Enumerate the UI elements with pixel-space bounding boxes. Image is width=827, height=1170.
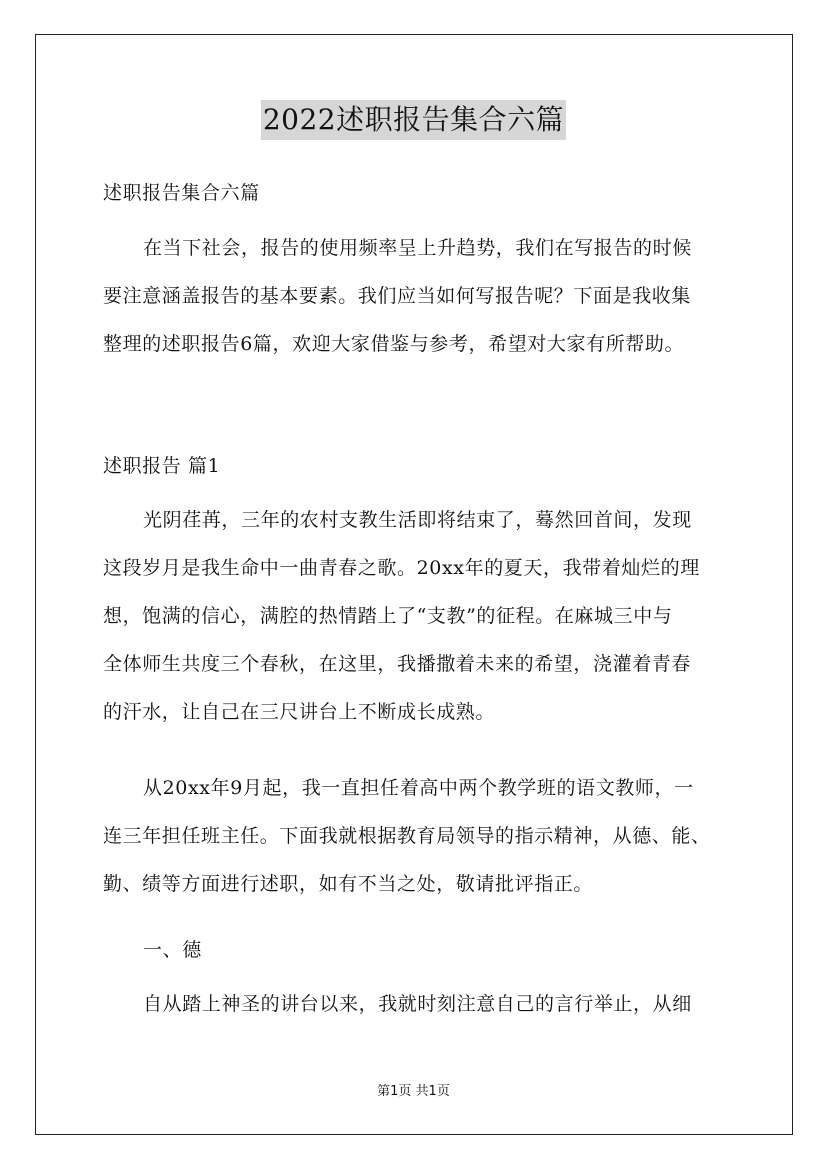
title-container [0, 100, 827, 140]
intro-paragraph [103, 224, 743, 368]
paragraph-3 [103, 980, 743, 1028]
text-line: 连三年担任班主任。下面我就根据教育局领导的指示精神，从德、能、 [103, 825, 711, 847]
text-line: 整理的述职报告6篇，欢迎大家借鉴与参考，希望对大家有所帮助。 [103, 333, 685, 355]
text-line: 要注意涵盖报告的基本要素。我们应当如何写报告呢？下面是我收集 [103, 285, 692, 307]
paragraph-2 [103, 764, 743, 908]
text-line: 从20xx年9月起，我一直担任着高中两个教学班的语文教师，一 [143, 777, 694, 799]
document-title: 2022述职报告集合六篇 [261, 100, 566, 140]
text-line: 想，饱满的信心，满腔的热情踏上了“支教”的征程。在麻城三中与 [103, 605, 673, 627]
subtitle-line: 述职报告集合六篇 [103, 182, 260, 204]
point-heading-text: 一、德 [143, 939, 202, 961]
text-line: 勤、绩等方面进行述职，如有不当之处，敬请批评指正。 [103, 873, 594, 895]
document-subtitle [103, 169, 743, 217]
section-heading-text: 述职报告 篇1 [103, 455, 221, 477]
paragraph-1 [103, 496, 743, 736]
text-line: 光阴荏苒，三年的农村支教生活即将结束了，蓦然回首间，发现 [143, 509, 692, 531]
page-footer: 第1页 共1页 [377, 1084, 450, 1099]
text-line: 这段岁月是我生命中一曲青春之歌。20xx年的夏天，我带着灿烂的理 [103, 557, 700, 579]
text-line: 自从踏上神圣的讲台以来，我就时刻注意自己的言行举止，从细 [143, 993, 692, 1015]
text-line: 在当下社会，报告的使用频率呈上升趋势，我们在写报告的时候 [143, 237, 692, 259]
section-heading [103, 442, 743, 490]
text-line: 的汗水，让自己在三尺讲台上不断成长成熟。 [103, 701, 496, 723]
text-line: 全体师生共度三个春秋，在这里，我播撒着未来的希望，浇灌着青春 [103, 653, 692, 675]
point-heading [103, 926, 743, 974]
